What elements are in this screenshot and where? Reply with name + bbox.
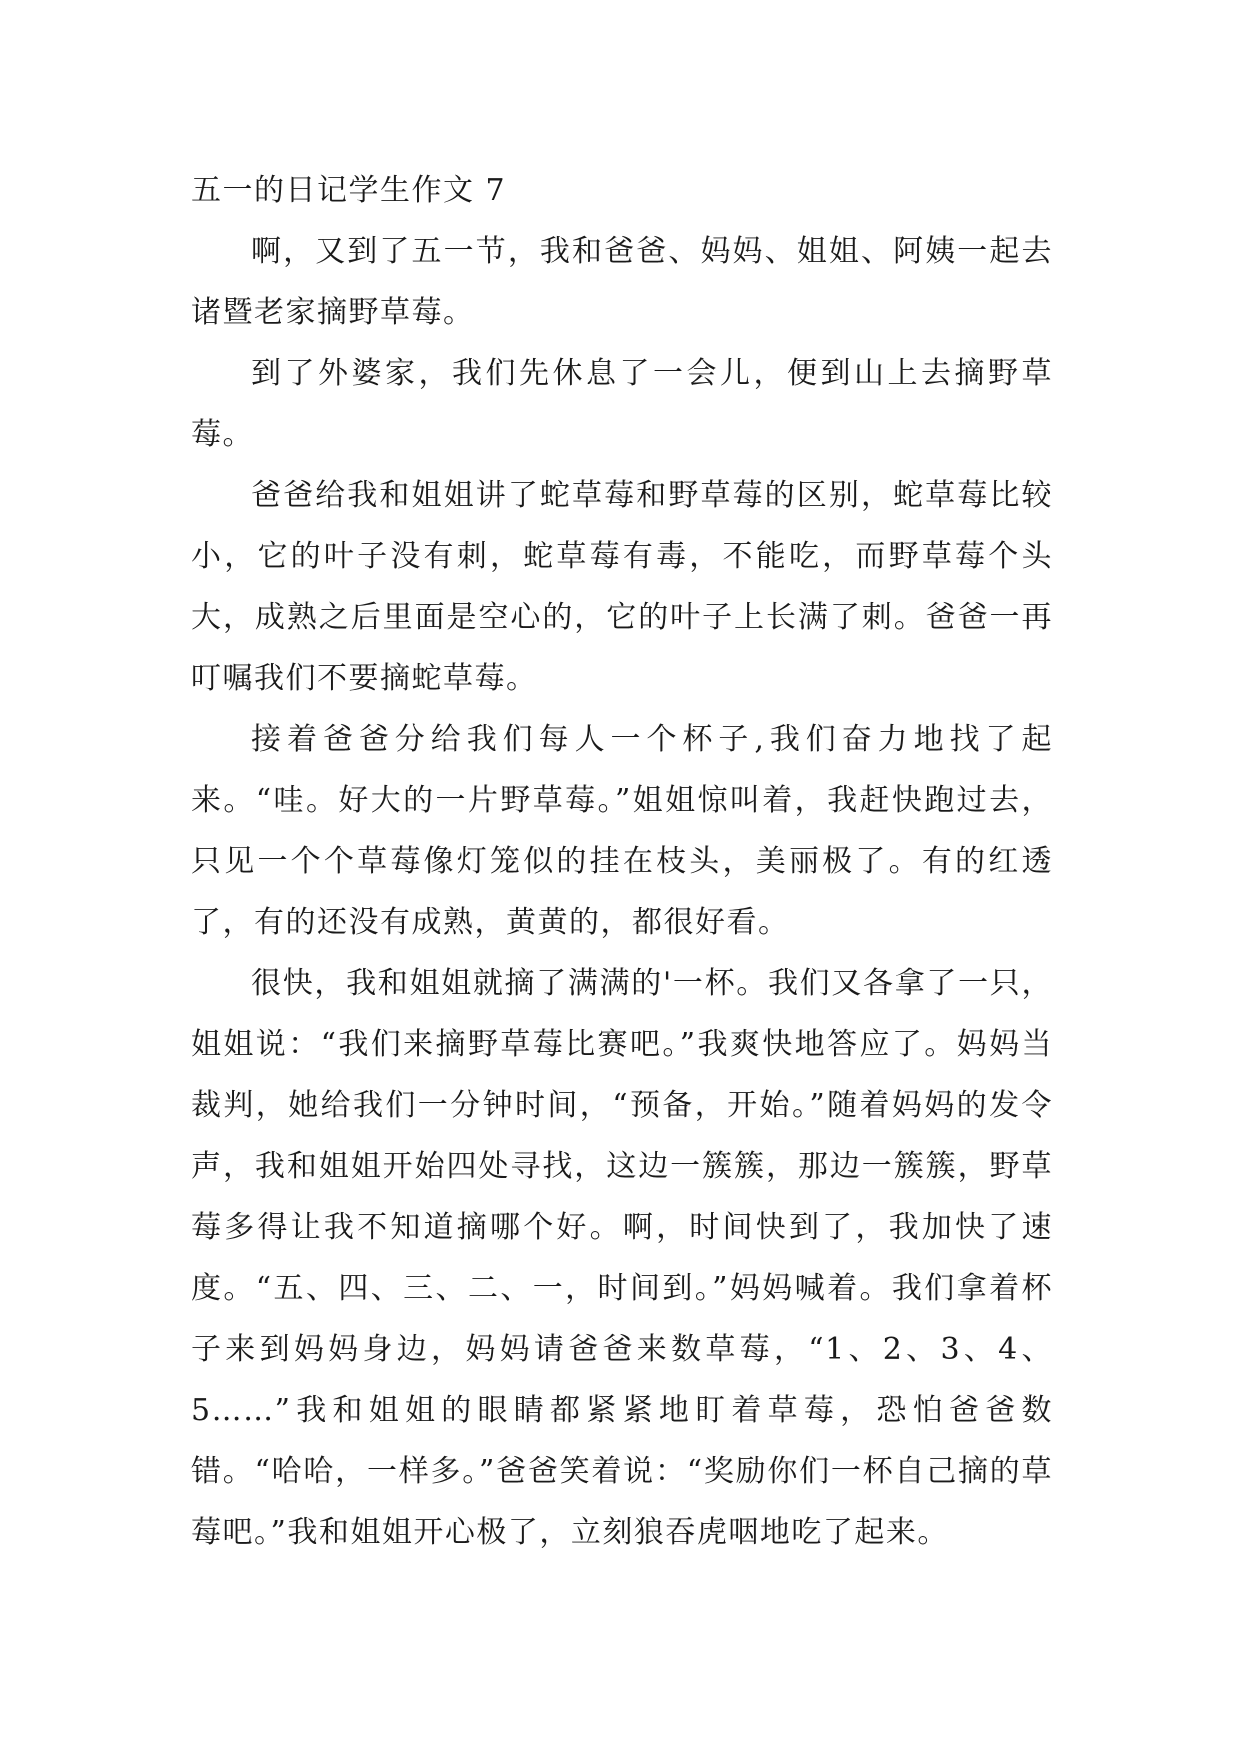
paragraph-3: 爸爸给我和姐姐讲了蛇草莓和野草莓的区别，蛇草莓比较小，它的叶子没有刺，蛇草莓有毒，不能吃，而野草莓个头大，成熟之后里面是空心的，它的叶子上长满了刺。爸爸一再叮嘱我们不要摘蛇草莓。 <box>191 478 1053 696</box>
paragraph-4: 接着爸爸分给我们每人一个杯子,我们奋力地找了起来。“哇。好大的一片野草莓。”姐姐惊叫着，我赶快跑过去，只见一个个草莓像灯笼似的挂在枝头，美丽极了。有的红透了，有的还没有成熟，黄黄的，都很好看。 <box>191 722 1053 940</box>
paragraph-5: 很快，我和姐姐就摘了满满的'一杯。我们又各拿了一只，姐姐说：“我们来摘野草莓比赛吧。”我爽快地答应了。妈妈当裁判，她给我们一分钟时间，“预备，开始。”随着妈妈的发令声，我和姐姐开始四处寻找，这边一簇簇，那边一簇簇，野草莓多得让我不知道摘哪个好。啊，时间快到了，我加快了速度。“五、四、三、二、一，时间到。”妈妈喊着。我们拿着杯子来到妈妈身边，妈妈请爸爸来数草莓，“1、2、3、4、5……”我和姐姐的眼睛都紧紧地盯着草莓，恐怕爸爸数错。“哈哈，一样多。”爸爸笑着说：“奖励你们一杯自己摘的草莓吧。”我和姐姐开心极了，立刻狼吞虎咽地吃了起来。 <box>191 966 1053 1550</box>
paragraph-1: 啊，又到了五一节，我和爸爸、妈妈、姐姐、阿姨一起去诸暨老家摘野草莓。 <box>191 234 1053 330</box>
document-body <box>191 160 1053 1563</box>
document-title: 五一的日记学生作文 7 <box>191 173 507 208</box>
paragraph-2: 到了外婆家，我们先休息了一会儿，便到山上去摘野草莓。 <box>191 356 1053 452</box>
